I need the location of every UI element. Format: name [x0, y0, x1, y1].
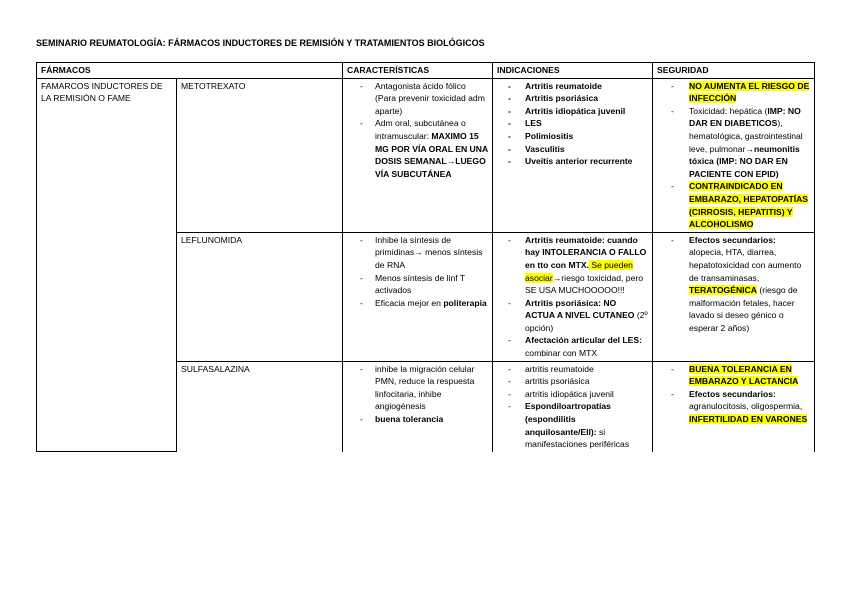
header-caracteristicas: CARACTERÍSTICAS [343, 63, 493, 79]
header-indicaciones: INDICACIONES [493, 63, 653, 79]
seguridad-cell [653, 361, 815, 452]
list-item: - Eficacia mejor en politerapia [347, 297, 488, 310]
list-item: - buena tolerancia [347, 413, 488, 426]
drug-name: LEFLUNOMIDA [177, 232, 343, 361]
list-item: - Adm oral, subcutánea o intramuscular: MAXIMO 15 MG POR VÍA ORAL EN UNA DOSIS SEMANAL→LUEGO VÍA SUBCUTÁNEA [347, 117, 488, 180]
drug-name: METOTREXATO [177, 78, 343, 232]
list-item: - Inhibe la síntesis de primidinas→ menos síntesis de RNA [347, 234, 488, 272]
list-item: - Toxicidad: hepática (IMP: NO DAR EN DIABETICOS), hematológica, gastrointestinal leve, pulmonar→neumonitis tóxica (IMP: NO DAR EN PACIENTE CON EPID) [657, 105, 810, 181]
caracteristicas-cell [343, 361, 493, 452]
list-item: - Menos síntesis de linf T activados [347, 272, 488, 297]
indicaciones-cell [493, 78, 653, 232]
list-item: - LES [497, 117, 648, 130]
table-row [37, 78, 815, 232]
list-item: - NO AUMENTA EL RIESGO DE INFECCIÓN [657, 80, 810, 105]
list-item: - artritis reumatoide [497, 363, 648, 376]
page-title: SEMINARIO REUMATOLOGÍA: FÁRMACOS INDUCTORES DE REMISIÓN Y TRATAMIENTOS BIOLÓGICOS [36, 38, 485, 48]
list-item: - Antagonista ácido fólico (Para prevenir toxicidad adm aparte) [347, 80, 488, 118]
list-item: - Artritis reumatoide: cuando hay INTOLERANCIA O FALLO en tto con MTX. Se pueden asociar→riesgo toxicidad, pero SE USA MUCHOOOOO!!! [497, 234, 648, 297]
header-farmacos: FÁRMACOS [37, 63, 343, 79]
list-item: - Afectación articular del LES: combinar con MTX [497, 334, 648, 359]
seguridad-cell [653, 78, 815, 232]
list-item: - Artritis reumatoide [497, 80, 648, 93]
group-cell: FAMARCOS INDUCTORES DE LA REMISIÓN O FAME [37, 78, 177, 452]
indicaciones-cell [493, 361, 653, 452]
drug-name: SULFASALAZINA [177, 361, 343, 452]
drugs-table [36, 62, 815, 452]
list-item: - Artritis psoriásica [497, 92, 648, 105]
list-item: - artritis psoriásica [497, 375, 648, 388]
list-item: - Artritis psoriásica: NO ACTUA A NIVEL CUTANEO (2º opción) [497, 297, 648, 335]
list-item: - Espondiloartropatías (espondilitis anquilosante/EII): si manifestaciones periféricas [497, 400, 648, 450]
header-row [37, 63, 815, 79]
list-item: - Uveítis anterior recurrente [497, 155, 648, 168]
list-item: - CONTRAINDICADO EN EMBARAZO, HEPATOPATÍAS (CIRROSIS, HEPATITIS) Y ALCOHOLISMO [657, 180, 810, 230]
header-seguridad: SEGURIDAD [653, 63, 815, 79]
seguridad-cell [653, 232, 815, 361]
list-item: - artritis idiopática juvenil [497, 388, 648, 401]
list-item: - Efectos secundarios: alopecia, HTA, diarrea, hepatotoxicidad con aumento de transaminasas, TERATOGÉNICA (riesgo de malformación fetales, hacer lavado si deseo génico o esperar 2 años) [657, 234, 810, 335]
list-item: - inhibe la migración celular PMN, reduce la respuesta linfocitaria, inhibe angiogénesis [347, 363, 488, 413]
indicaciones-cell [493, 232, 653, 361]
caracteristicas-cell [343, 232, 493, 361]
list-item: - Artritis idiopática juvenil [497, 105, 648, 118]
list-item: - Vasculitis [497, 143, 648, 156]
list-item: - Efectos secundarios: agranulocitosis, oligospermia, INFERTILIDAD EN VARONES [657, 388, 810, 426]
list-item: - Polimiositis [497, 130, 648, 143]
list-item: - BUENA TOLERANCIA EN EMBARAZO Y LACTANCIA [657, 363, 810, 388]
caracteristicas-cell [343, 78, 493, 232]
